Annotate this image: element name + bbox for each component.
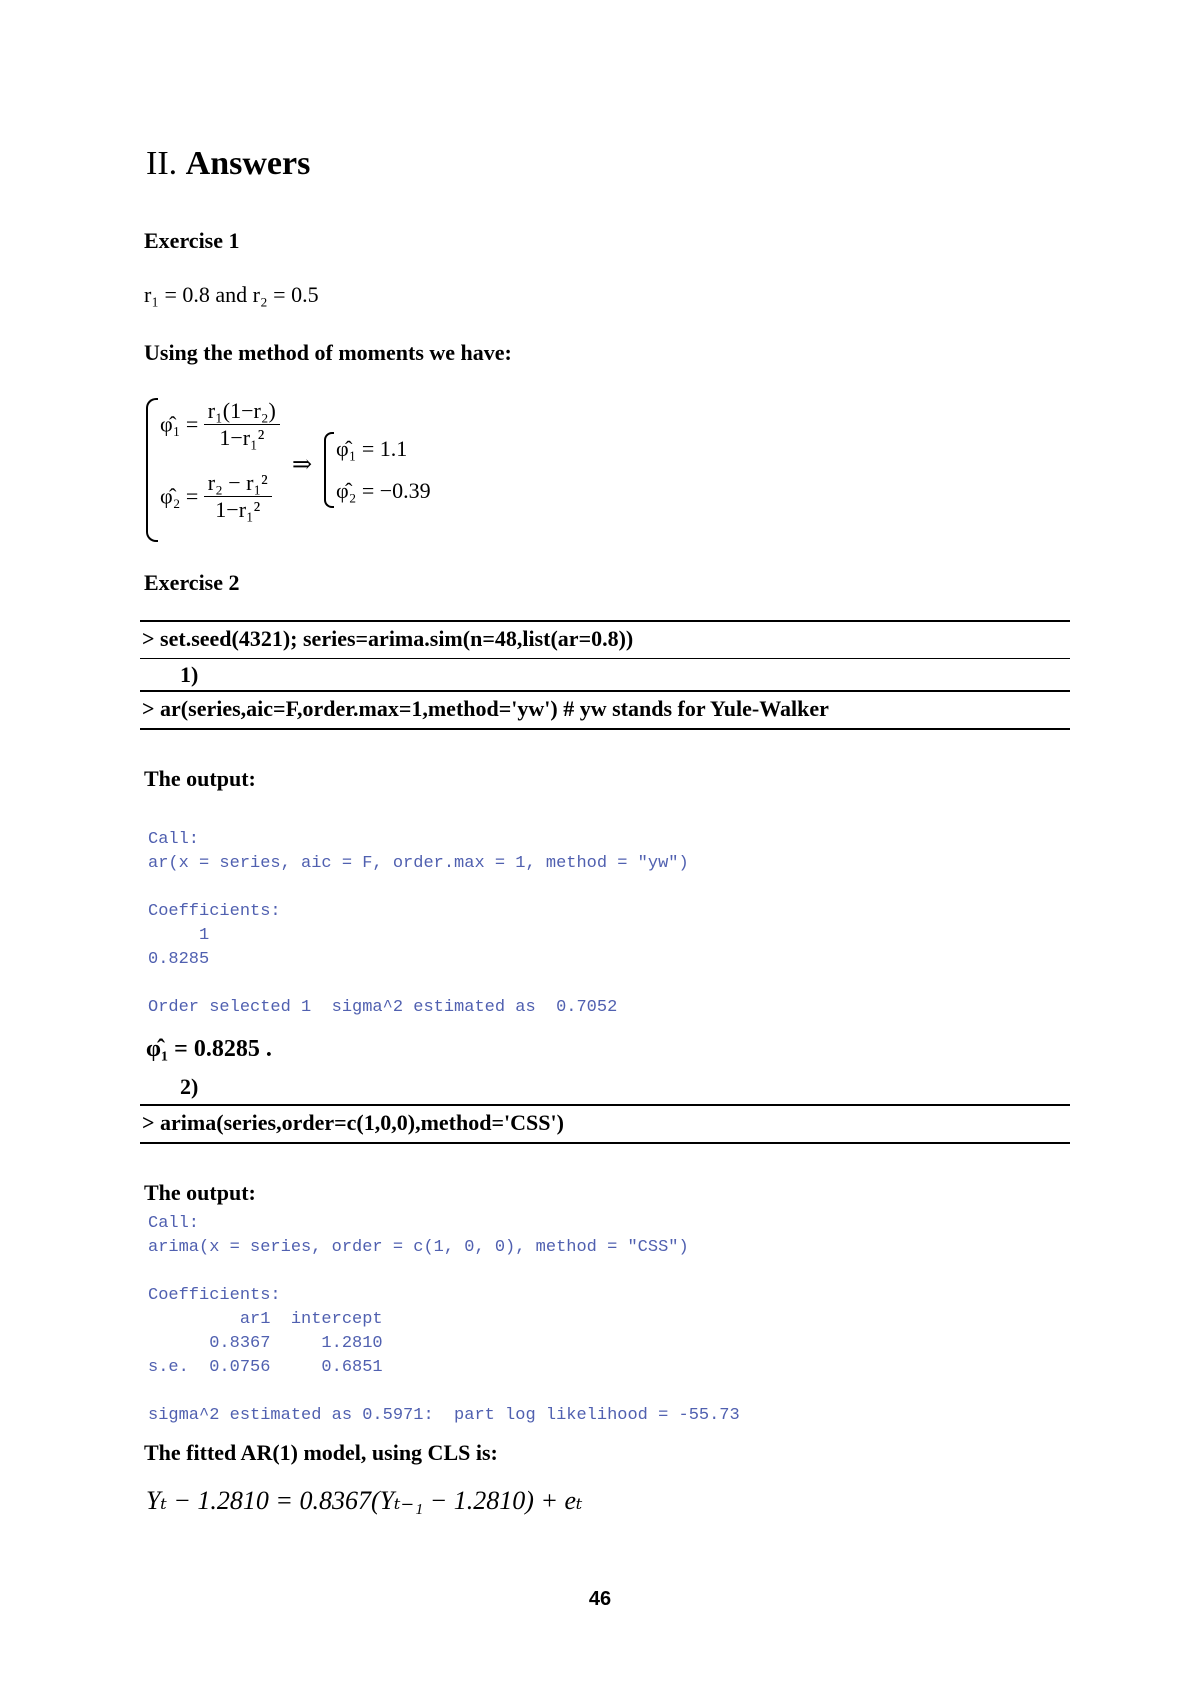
- rule-top: [140, 620, 1070, 622]
- section-title: [146, 145, 310, 183]
- phi2-equation: [160, 470, 272, 523]
- console-line: ar(x = series, aic = F, order.max = 1, method = "yw"): [148, 854, 689, 873]
- exercise1-heading: Exercise 1: [144, 228, 240, 253]
- phi2-result: φ̂₂ = −0.39: [336, 478, 431, 503]
- result-brace: [324, 432, 334, 508]
- cmd-ar: > ar(series,aic=F,order.max=1,method='yw') # yw stands for Yule-Walker: [142, 696, 829, 721]
- console-line: 0.8285: [148, 950, 210, 969]
- page-number: 46: [588, 1588, 612, 1610]
- console-line: 1: [148, 926, 210, 945]
- rule-arima-bottom: [140, 1142, 1070, 1144]
- fitted-model-label: The fitted AR(1) model, using CLS is:: [144, 1440, 498, 1465]
- console-line: sigma^2 estimated as 0.5971: part log likelihood = -55.73: [148, 1406, 740, 1425]
- cmd-seed: > set.seed(4321); series=arima.sim(n=48,list(ar=0.8)): [142, 626, 634, 651]
- phi2-denominator: 1−r₁²: [215, 497, 261, 522]
- console-line: Coefficients:: [148, 902, 281, 921]
- phi2-numerator: r₂ − r₁²: [204, 470, 272, 497]
- output-label-1: The output:: [144, 766, 256, 791]
- exercise2-heading: Exercise 2: [144, 570, 240, 595]
- fitted-model-equation: Yₜ − 1.2810 = 0.8367(Yₜ₋₁ − 1.2810) + eₜ: [146, 1486, 583, 1515]
- phi1-result: φ̂₁ = 1.1: [336, 436, 408, 461]
- ar-console-output: [148, 828, 689, 1020]
- console-line: [148, 1380, 740, 1404]
- phi1-equation: [160, 398, 280, 451]
- exercise1-intro: Using the method of moments we have:: [144, 340, 512, 365]
- item-2-label: 2): [180, 1074, 199, 1099]
- rule-ar-top: [140, 690, 1070, 692]
- phi1-fraction: [204, 398, 280, 451]
- section-roman-numeral: II.: [146, 145, 178, 182]
- implies-arrow: ⇒: [292, 452, 313, 478]
- phi2-lhs: φ̂₂ =: [160, 483, 199, 509]
- rule-mid: [140, 658, 1070, 659]
- console-line: 0.8367 1.2810: [148, 1334, 383, 1353]
- phi-estimate: φ̂₁ = 0.8285 .: [146, 1036, 272, 1062]
- arima-console-output: [148, 1212, 740, 1428]
- output-label-2: The output:: [144, 1180, 256, 1205]
- phi1-denominator: 1−r₁²: [219, 425, 265, 450]
- console-line: Call:: [148, 1214, 200, 1233]
- console-line: [148, 972, 689, 996]
- console-line: [148, 1260, 740, 1284]
- section-heading: Answers: [185, 145, 311, 182]
- console-line: Order selected 1 sigma^2 estimated as 0.7052: [148, 998, 618, 1017]
- phi1-numerator: r₁(1−r₂): [204, 398, 280, 425]
- cmd-arima: > arima(series,order=c(1,0,0),method='CSS'): [142, 1110, 564, 1135]
- item-1-label: 1): [180, 662, 199, 687]
- phi2-fraction: [204, 470, 272, 523]
- left-brace: [146, 398, 158, 542]
- console-line: ar1 intercept: [148, 1310, 383, 1329]
- console-line: [148, 876, 689, 900]
- console-line: arima(x = series, order = c(1, 0, 0), method = "CSS"): [148, 1238, 689, 1257]
- console-line: Call:: [148, 830, 200, 849]
- rule-ar-bottom: [140, 728, 1070, 730]
- exercise1-given: r₁ = 0.8 and r₂ = 0.5: [144, 282, 319, 307]
- console-line: Coefficients:: [148, 1286, 281, 1305]
- rule-arima-top: [140, 1104, 1070, 1106]
- phi1-lhs: φ̂₁ =: [160, 411, 199, 437]
- console-line: s.e. 0.0756 0.6851: [148, 1358, 383, 1377]
